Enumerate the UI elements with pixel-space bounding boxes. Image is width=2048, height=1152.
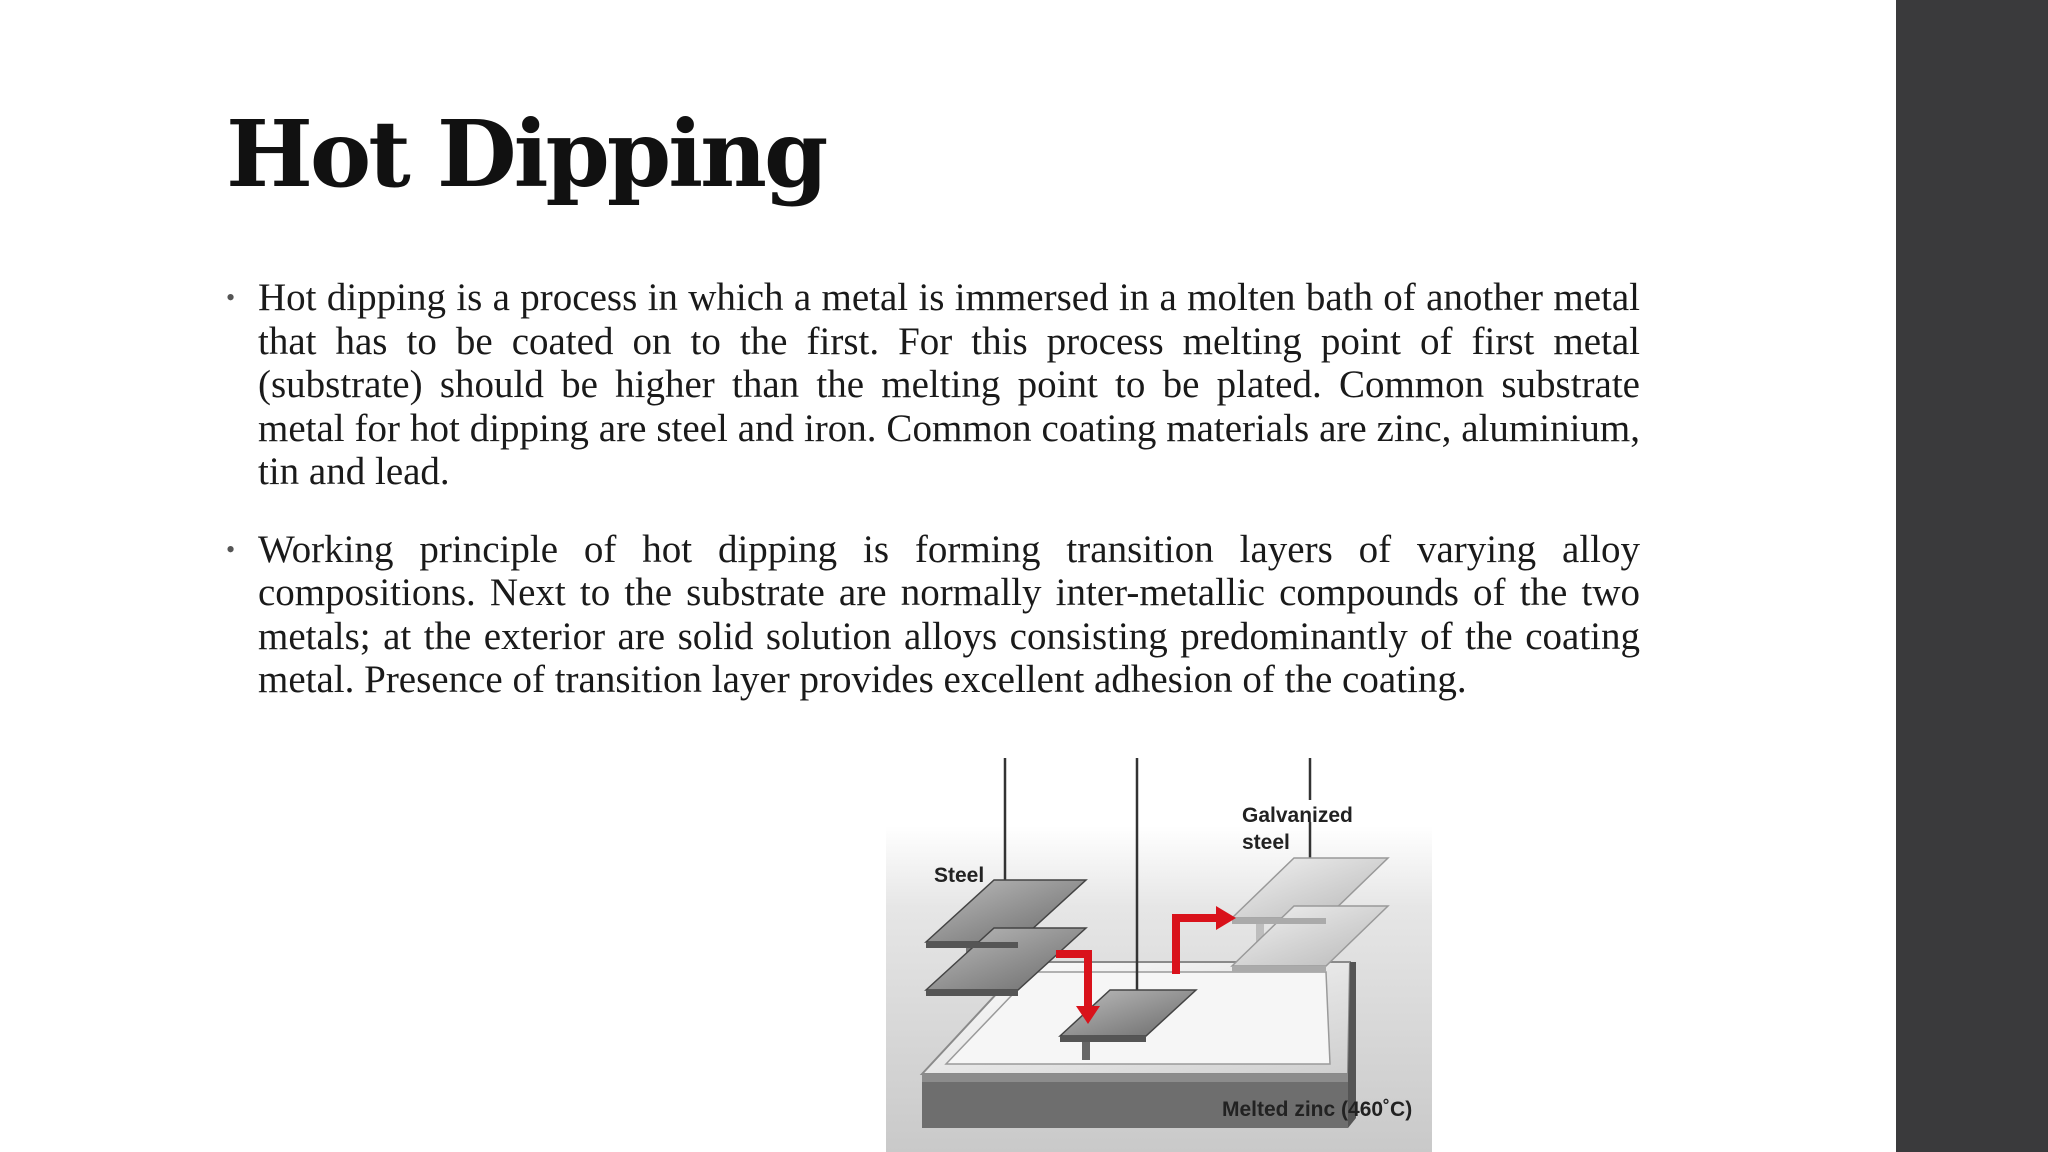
hot-dipping-diagram [886,756,1432,1152]
label-galvanized-line1: Galvanized [1242,804,1353,827]
bullet-dot-icon: • [226,534,236,564]
bullet-dot-icon: • [226,283,236,312]
label-steel: Steel [934,864,985,887]
bullet-text: Hot dipping is a process in which a metal is immersed in a molten bath of another metal that has to be coated on to the first. For this process melting point of first metal (substrate) should be higher than the melting point to be plated. Common substrate metal for hot dipping are steel and iron. Common coating materials are zinc, aluminium, tin and lead. [258,276,1640,493]
side-accent-bar [1896,0,2048,1152]
label-melted-zinc: Melted zinc (460˚C) [1222,1098,1413,1121]
bullet-item [226,528,1640,702]
slide-title: Hot Dipping [226,100,826,208]
label-galvanized-line2: steel [1242,831,1290,854]
bullet-item [226,276,1640,494]
bullet-text: Working principle of hot dipping is forming transition layers of varying alloy compositions. Next to the substrate are normally inter-metallic compounds of the two metals; at the exterior are solid solution alloys consisting predominantly of the coating metal. Presence of transition layer provides excellent adhesion of the coating. [258,527,1640,701]
bullet-list [226,276,1640,736]
